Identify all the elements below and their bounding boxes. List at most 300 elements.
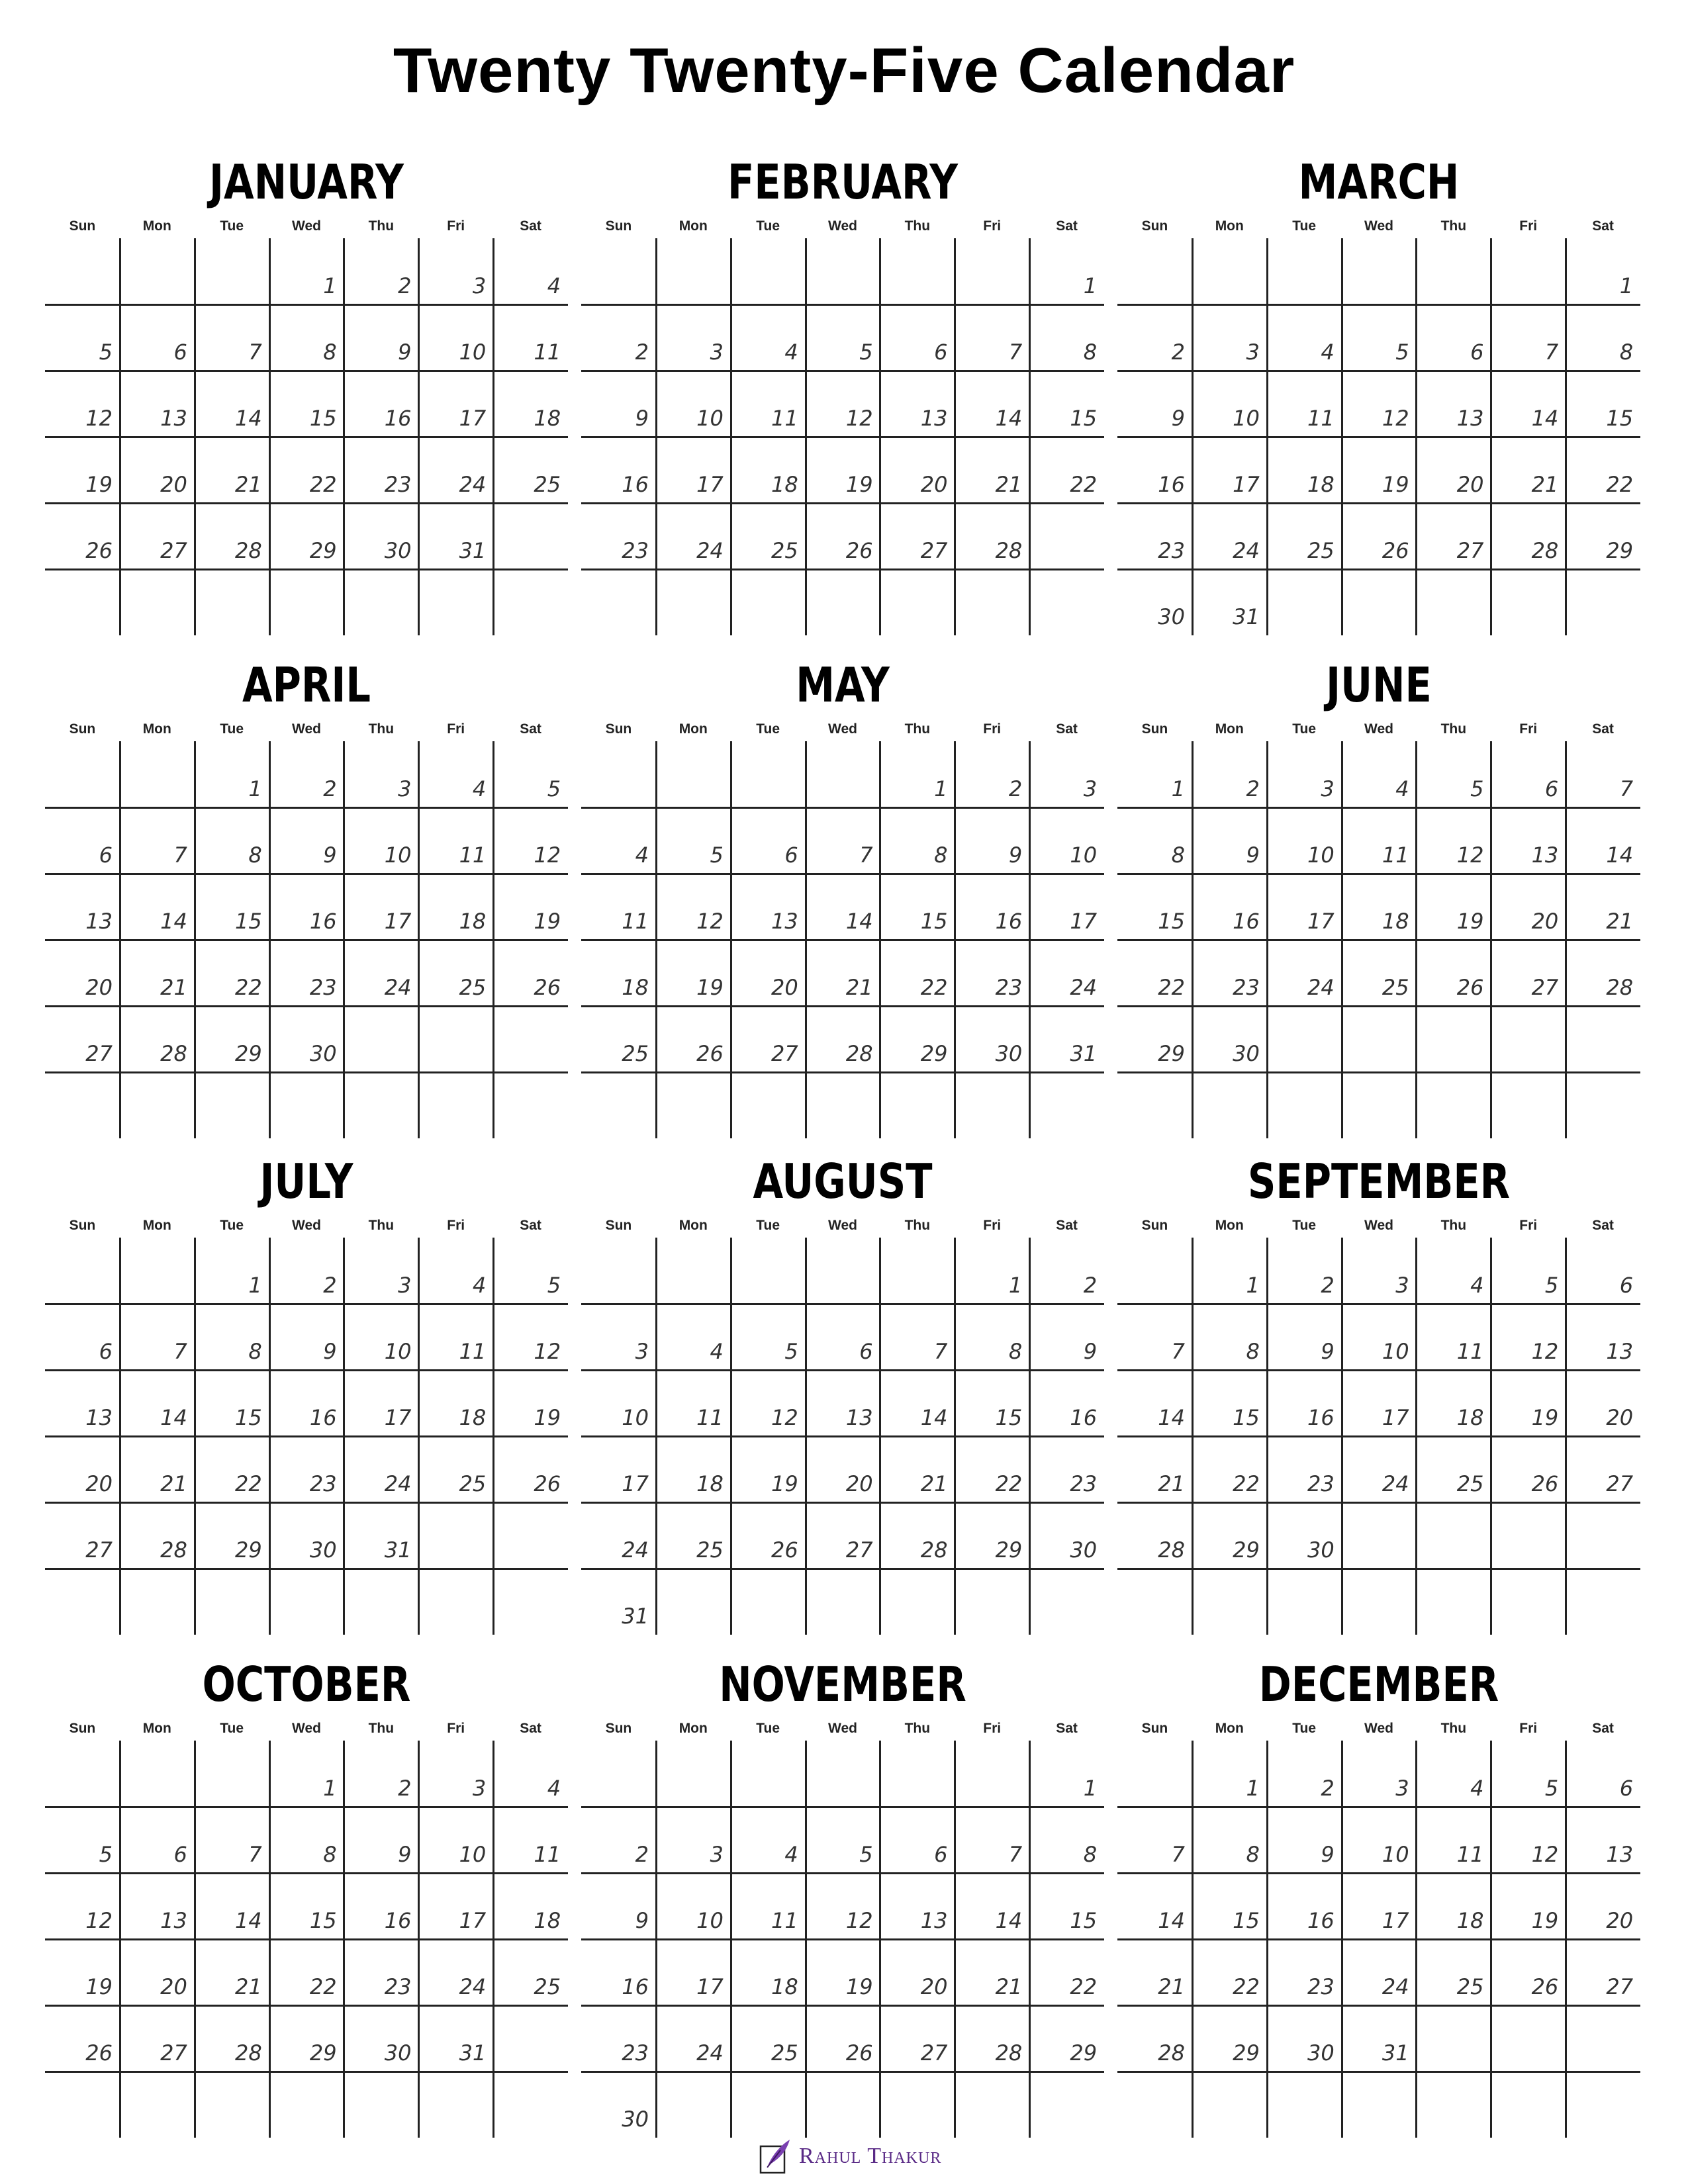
weekday-header <box>581 719 1104 739</box>
day-number: 16 <box>1307 1908 1335 1933</box>
day-number: 5 <box>99 1842 113 1867</box>
day-number: 6 <box>859 1339 873 1364</box>
weekday-label: Wed <box>292 218 321 234</box>
row-divider <box>45 1071 568 1073</box>
day-number: 28 <box>995 2040 1023 2066</box>
row-divider <box>1117 807 1640 809</box>
day-number: 24 <box>1233 538 1260 563</box>
day-number: 16 <box>1070 1405 1098 1430</box>
day-number: 7 <box>248 340 262 365</box>
day-number: 8 <box>1083 1842 1098 1867</box>
day-number: 9 <box>398 1842 412 1867</box>
weekday-label: Fri <box>983 721 1002 737</box>
day-number: 11 <box>696 1405 724 1430</box>
day-number: 23 <box>384 472 412 497</box>
day-number: 3 <box>1246 340 1260 365</box>
day-number: 8 <box>1083 340 1098 365</box>
row-divider <box>45 1872 568 1874</box>
day-number: 23 <box>995 975 1023 1000</box>
day-number: 16 <box>384 406 412 431</box>
day-number: 8 <box>1008 1339 1023 1364</box>
day-number: 25 <box>534 472 561 497</box>
day-number: 26 <box>85 2040 113 2066</box>
month-grid <box>45 1238 568 1635</box>
day-number: 15 <box>1606 406 1634 431</box>
month-grid <box>581 741 1104 1138</box>
day-number: 11 <box>534 340 561 365</box>
weekday-label: Thu <box>368 1721 395 1736</box>
day-number: 14 <box>160 909 187 934</box>
day-number: 14 <box>234 1908 262 1933</box>
day-number: 1 <box>323 1776 337 1801</box>
day-number: 17 <box>1307 909 1335 934</box>
day-number: 24 <box>384 975 412 1000</box>
day-number: 5 <box>547 1273 561 1298</box>
day-number: 17 <box>696 1974 724 1999</box>
quill-feather-icon <box>758 2137 792 2175</box>
day-number: 8 <box>248 842 262 868</box>
day-number: 11 <box>1456 1339 1484 1364</box>
day-number: 28 <box>160 1041 187 1066</box>
row-divider <box>1117 939 1640 941</box>
weekday-label: Mon <box>679 721 708 737</box>
day-number: 21 <box>1606 909 1634 934</box>
day-number: 20 <box>160 1974 187 1999</box>
day-number: 17 <box>384 909 412 934</box>
day-number: 9 <box>635 1908 649 1933</box>
month-grid <box>1117 741 1640 1138</box>
footer-branding <box>758 2136 941 2176</box>
day-number: 10 <box>1070 842 1098 868</box>
month-november <box>581 1651 1104 2134</box>
month-title: FEBRUARY <box>727 154 958 210</box>
day-number: 13 <box>1606 1842 1634 1867</box>
day-number: 29 <box>1070 2040 1098 2066</box>
day-number: 13 <box>1606 1339 1634 1364</box>
day-number: 11 <box>1382 842 1409 868</box>
day-number: 21 <box>234 1974 262 1999</box>
day-number: 9 <box>398 340 412 365</box>
weekday-label: Sun <box>69 1218 96 1233</box>
day-number: 10 <box>459 1842 487 1867</box>
weekday-label: Fri <box>983 218 1002 234</box>
day-number: 3 <box>398 776 412 801</box>
month-title: JULY <box>259 1154 353 1209</box>
day-number: 6 <box>784 842 798 868</box>
day-number: 21 <box>995 472 1023 497</box>
day-number: 24 <box>1382 1974 1409 1999</box>
day-number: 15 <box>1233 1908 1260 1933</box>
month-grid <box>581 1741 1104 2138</box>
day-number: 10 <box>696 406 724 431</box>
day-number: 12 <box>1531 1339 1559 1364</box>
day-number: 27 <box>1531 975 1559 1000</box>
weekday-label: Mon <box>679 1218 708 1233</box>
day-number: 30 <box>384 538 412 563</box>
weekday-header <box>45 1719 568 1739</box>
day-number: 26 <box>845 2040 873 2066</box>
day-number: 1 <box>1619 273 1634 298</box>
day-number: 31 <box>1233 604 1260 629</box>
weekday-label: Sun <box>1141 721 1168 737</box>
day-number: 21 <box>920 1471 948 1496</box>
day-number: 14 <box>1606 842 1634 868</box>
day-number: 6 <box>173 1842 187 1867</box>
day-number: 1 <box>1008 1273 1023 1298</box>
day-number: 16 <box>1233 909 1260 934</box>
weekday-header <box>45 719 568 739</box>
day-number: 5 <box>859 340 873 365</box>
day-number: 21 <box>234 472 262 497</box>
day-number: 22 <box>1070 1974 1098 1999</box>
day-number: 29 <box>995 1537 1023 1563</box>
day-number: 20 <box>771 975 798 1000</box>
day-number: 17 <box>459 1908 487 1933</box>
day-number: 16 <box>309 909 337 934</box>
day-number: 17 <box>1233 472 1260 497</box>
row-divider <box>45 1938 568 1940</box>
day-number: 5 <box>1395 340 1409 365</box>
day-number: 10 <box>1382 1339 1409 1364</box>
day-number: 31 <box>1382 2040 1409 2066</box>
day-number: 9 <box>323 1339 337 1364</box>
weekday-label: Sat <box>1056 218 1078 234</box>
day-number: 24 <box>459 1974 487 1999</box>
day-number: 15 <box>1070 406 1098 431</box>
day-number: 18 <box>459 1405 487 1430</box>
day-number: 8 <box>1619 340 1634 365</box>
day-number: 21 <box>1158 1974 1185 1999</box>
day-number: 12 <box>534 842 561 868</box>
day-number: 15 <box>920 909 948 934</box>
row-divider <box>581 1369 1104 1371</box>
day-number: 18 <box>696 1471 724 1496</box>
weekday-label: Sat <box>1592 218 1614 234</box>
weekday-label: Thu <box>368 218 395 234</box>
day-number: 26 <box>85 538 113 563</box>
day-number: 29 <box>1233 2040 1260 2066</box>
day-number: 15 <box>309 406 337 431</box>
weekday-label: Sun <box>605 1218 632 1233</box>
row-divider <box>581 1806 1104 1808</box>
day-number: 28 <box>995 538 1023 563</box>
month-title: APRIL <box>242 657 371 713</box>
day-number: 29 <box>920 1041 948 1066</box>
day-number: 28 <box>1158 2040 1185 2066</box>
day-number: 30 <box>1070 1537 1098 1563</box>
day-number: 26 <box>1382 538 1409 563</box>
day-number: 11 <box>459 842 487 868</box>
weekday-label: Fri <box>983 1218 1002 1233</box>
day-number: 3 <box>472 1776 487 1801</box>
day-number: 23 <box>1158 538 1185 563</box>
day-number: 7 <box>934 1339 948 1364</box>
weekday-label: Wed <box>828 1721 857 1736</box>
weekday-label: Wed <box>292 721 321 737</box>
day-number: 23 <box>309 1471 337 1496</box>
row-divider <box>1117 370 1640 372</box>
day-number: 19 <box>1456 909 1484 934</box>
day-number: 28 <box>234 2040 262 2066</box>
day-number: 12 <box>845 1908 873 1933</box>
day-number: 14 <box>845 909 873 934</box>
weekday-label: Wed <box>1364 1218 1393 1233</box>
row-divider <box>1117 1071 1640 1073</box>
row-divider <box>1117 436 1640 438</box>
day-number: 18 <box>1307 472 1335 497</box>
day-number: 2 <box>323 776 337 801</box>
day-number: 28 <box>234 538 262 563</box>
weekday-label: Fri <box>447 721 465 737</box>
day-number: 18 <box>1382 909 1409 934</box>
day-number: 2 <box>1171 340 1185 365</box>
day-number: 30 <box>384 2040 412 2066</box>
weekday-header <box>581 1719 1104 1739</box>
weekday-label: Mon <box>679 218 708 234</box>
day-number: 7 <box>1544 340 1559 365</box>
day-number: 19 <box>534 1405 561 1430</box>
weekday-header <box>581 1216 1104 1236</box>
weekday-header <box>1117 719 1640 739</box>
day-number: 1 <box>323 273 337 298</box>
day-number: 5 <box>1470 776 1484 801</box>
day-number: 21 <box>995 1974 1023 1999</box>
day-number: 8 <box>323 340 337 365</box>
day-number: 17 <box>696 472 724 497</box>
day-number: 26 <box>696 1041 724 1066</box>
day-number: 19 <box>85 1974 113 1999</box>
row-divider <box>581 436 1104 438</box>
weekday-label: Sat <box>520 721 541 737</box>
day-number: 13 <box>845 1405 873 1430</box>
day-number: 4 <box>710 1339 724 1364</box>
day-number: 24 <box>384 1471 412 1496</box>
weekday-label: Tue <box>756 1721 780 1736</box>
month-january <box>45 149 568 632</box>
day-number: 21 <box>845 975 873 1000</box>
day-number: 25 <box>1456 1471 1484 1496</box>
row-divider <box>581 939 1104 941</box>
day-number: 24 <box>1382 1471 1409 1496</box>
day-number: 16 <box>309 1405 337 1430</box>
day-number: 19 <box>845 472 873 497</box>
day-number: 4 <box>1321 340 1335 365</box>
day-number: 27 <box>85 1537 113 1563</box>
weekday-label: Sat <box>1056 721 1078 737</box>
weekday-label: Sat <box>1592 1721 1614 1736</box>
weekday-label: Sat <box>1056 1218 1078 1233</box>
day-number: 4 <box>1470 1776 1484 1801</box>
day-number: 25 <box>771 2040 798 2066</box>
row-divider <box>581 1938 1104 1940</box>
row-divider <box>45 1303 568 1305</box>
day-number: 20 <box>1606 1405 1634 1430</box>
row-divider <box>45 436 568 438</box>
day-number: 15 <box>234 909 262 934</box>
day-number: 16 <box>1158 472 1185 497</box>
day-number: 10 <box>696 1908 724 1933</box>
day-number: 13 <box>1531 842 1559 868</box>
day-number: 19 <box>1531 1908 1559 1933</box>
weekday-label: Fri <box>447 1218 465 1233</box>
page-title: Twenty Twenty-Five Calendar <box>393 35 1295 106</box>
day-number: 8 <box>1246 1339 1260 1364</box>
day-number: 3 <box>1395 1273 1409 1298</box>
month-title: AUGUST <box>753 1154 933 1209</box>
day-number: 23 <box>1233 975 1260 1000</box>
month-grid <box>581 238 1104 635</box>
day-number: 2 <box>1321 1776 1335 1801</box>
row-divider <box>581 569 1104 570</box>
day-number: 22 <box>995 1471 1023 1496</box>
weekday-label: Sat <box>520 1218 541 1233</box>
day-number: 30 <box>309 1537 337 1563</box>
day-number: 26 <box>1456 975 1484 1000</box>
day-number: 3 <box>1395 1776 1409 1801</box>
day-number: 14 <box>234 406 262 431</box>
row-divider <box>581 1435 1104 1437</box>
weekday-label: Sat <box>520 218 541 234</box>
day-number: 29 <box>1606 538 1634 563</box>
day-number: 12 <box>771 1405 798 1430</box>
row-divider <box>1117 1005 1640 1007</box>
day-number: 1 <box>1083 1776 1098 1801</box>
day-number: 18 <box>1456 1405 1484 1430</box>
day-number: 29 <box>1158 1041 1185 1066</box>
day-number: 6 <box>934 1842 948 1867</box>
day-number: 3 <box>1321 776 1335 801</box>
day-number: 30 <box>1307 1537 1335 1563</box>
weekday-label: Tue <box>1292 1218 1317 1233</box>
day-number: 14 <box>995 406 1023 431</box>
day-number: 11 <box>771 406 798 431</box>
day-number: 22 <box>309 472 337 497</box>
day-number: 27 <box>1606 1974 1634 1999</box>
row-divider <box>581 502 1104 504</box>
row-divider <box>581 1005 1104 1007</box>
day-number: 27 <box>1606 1471 1634 1496</box>
day-number: 20 <box>85 1471 113 1496</box>
day-number: 15 <box>1158 909 1185 934</box>
day-number: 26 <box>1531 1471 1559 1496</box>
day-number: 20 <box>1531 909 1559 934</box>
day-number: 18 <box>771 1974 798 1999</box>
weekday-header <box>45 1216 568 1236</box>
day-number: 7 <box>248 1842 262 1867</box>
day-number: 22 <box>234 1471 262 1496</box>
day-number: 3 <box>1083 776 1098 801</box>
day-number: 14 <box>1531 406 1559 431</box>
day-number: 7 <box>173 842 187 868</box>
day-number: 12 <box>1456 842 1484 868</box>
day-number: 4 <box>472 776 487 801</box>
day-number: 13 <box>920 406 948 431</box>
day-number: 3 <box>635 1339 649 1364</box>
weekday-label: Mon <box>142 1218 171 1233</box>
day-number: 4 <box>784 1842 798 1867</box>
day-number: 6 <box>99 1339 113 1364</box>
weekday-label: Thu <box>904 1218 931 1233</box>
day-number: 12 <box>1531 1842 1559 1867</box>
day-number: 24 <box>1070 975 1098 1000</box>
weekday-label: Sun <box>605 1721 632 1736</box>
day-number: 30 <box>622 2107 649 2132</box>
day-number: 30 <box>1158 604 1185 629</box>
weekday-label: Fri <box>1519 218 1538 234</box>
day-number: 27 <box>920 2040 948 2066</box>
day-number: 3 <box>398 1273 412 1298</box>
day-number: 26 <box>534 1471 561 1496</box>
day-number: 25 <box>1382 975 1409 1000</box>
day-number: 5 <box>710 842 724 868</box>
row-divider <box>581 873 1104 875</box>
day-number: 12 <box>845 406 873 431</box>
day-number: 19 <box>845 1974 873 1999</box>
weekday-label: Sat <box>1592 721 1614 737</box>
month-title: NOVEMBER <box>719 1657 966 1712</box>
weekday-label: Thu <box>1440 721 1467 737</box>
weekday-label: Sat <box>1592 1218 1614 1233</box>
row-divider <box>45 807 568 809</box>
row-divider <box>45 1806 568 1808</box>
day-number: 25 <box>1307 538 1335 563</box>
weekday-label: Thu <box>904 721 931 737</box>
row-divider <box>581 1071 1104 1073</box>
weekday-label: Mon <box>142 218 171 234</box>
weekday-label: Tue <box>1292 721 1317 737</box>
weekday-label: Mon <box>142 721 171 737</box>
day-number: 27 <box>160 538 187 563</box>
day-number: 28 <box>1158 1537 1185 1563</box>
weekday-label: Tue <box>220 1218 244 1233</box>
weekday-label: Sun <box>605 721 632 737</box>
day-number: 30 <box>309 1041 337 1066</box>
day-number: 18 <box>771 472 798 497</box>
day-number: 5 <box>859 1842 873 1867</box>
row-divider <box>45 1369 568 1371</box>
weekday-label: Tue <box>756 1218 780 1233</box>
day-number: 25 <box>1456 1974 1484 1999</box>
day-number: 27 <box>920 538 948 563</box>
row-divider <box>1117 1872 1640 1874</box>
day-number: 4 <box>635 842 649 868</box>
weekday-label: Thu <box>1440 1218 1467 1233</box>
day-number: 16 <box>995 909 1023 934</box>
day-number: 12 <box>85 1908 113 1933</box>
month-october <box>45 1651 568 2134</box>
weekday-label: Tue <box>220 721 244 737</box>
day-number: 27 <box>845 1537 873 1563</box>
weekday-header <box>1117 216 1640 236</box>
day-number: 21 <box>1158 1471 1185 1496</box>
author-name: Rahul Thakur <box>799 2144 942 2168</box>
day-number: 17 <box>384 1405 412 1430</box>
row-divider <box>45 1568 568 1570</box>
day-number: 12 <box>534 1339 561 1364</box>
day-number: 15 <box>995 1405 1023 1430</box>
weekday-label: Fri <box>1519 1218 1538 1233</box>
weekday-header <box>1117 1719 1640 1739</box>
day-number: 7 <box>1171 1339 1185 1364</box>
day-number: 23 <box>384 1974 412 1999</box>
weekday-label: Sat <box>1056 1721 1078 1736</box>
day-number: 3 <box>472 273 487 298</box>
row-divider <box>1117 2071 1640 2073</box>
row-divider <box>45 873 568 875</box>
day-number: 17 <box>1382 1405 1409 1430</box>
day-number: 21 <box>160 1471 187 1496</box>
day-number: 16 <box>622 1974 649 1999</box>
